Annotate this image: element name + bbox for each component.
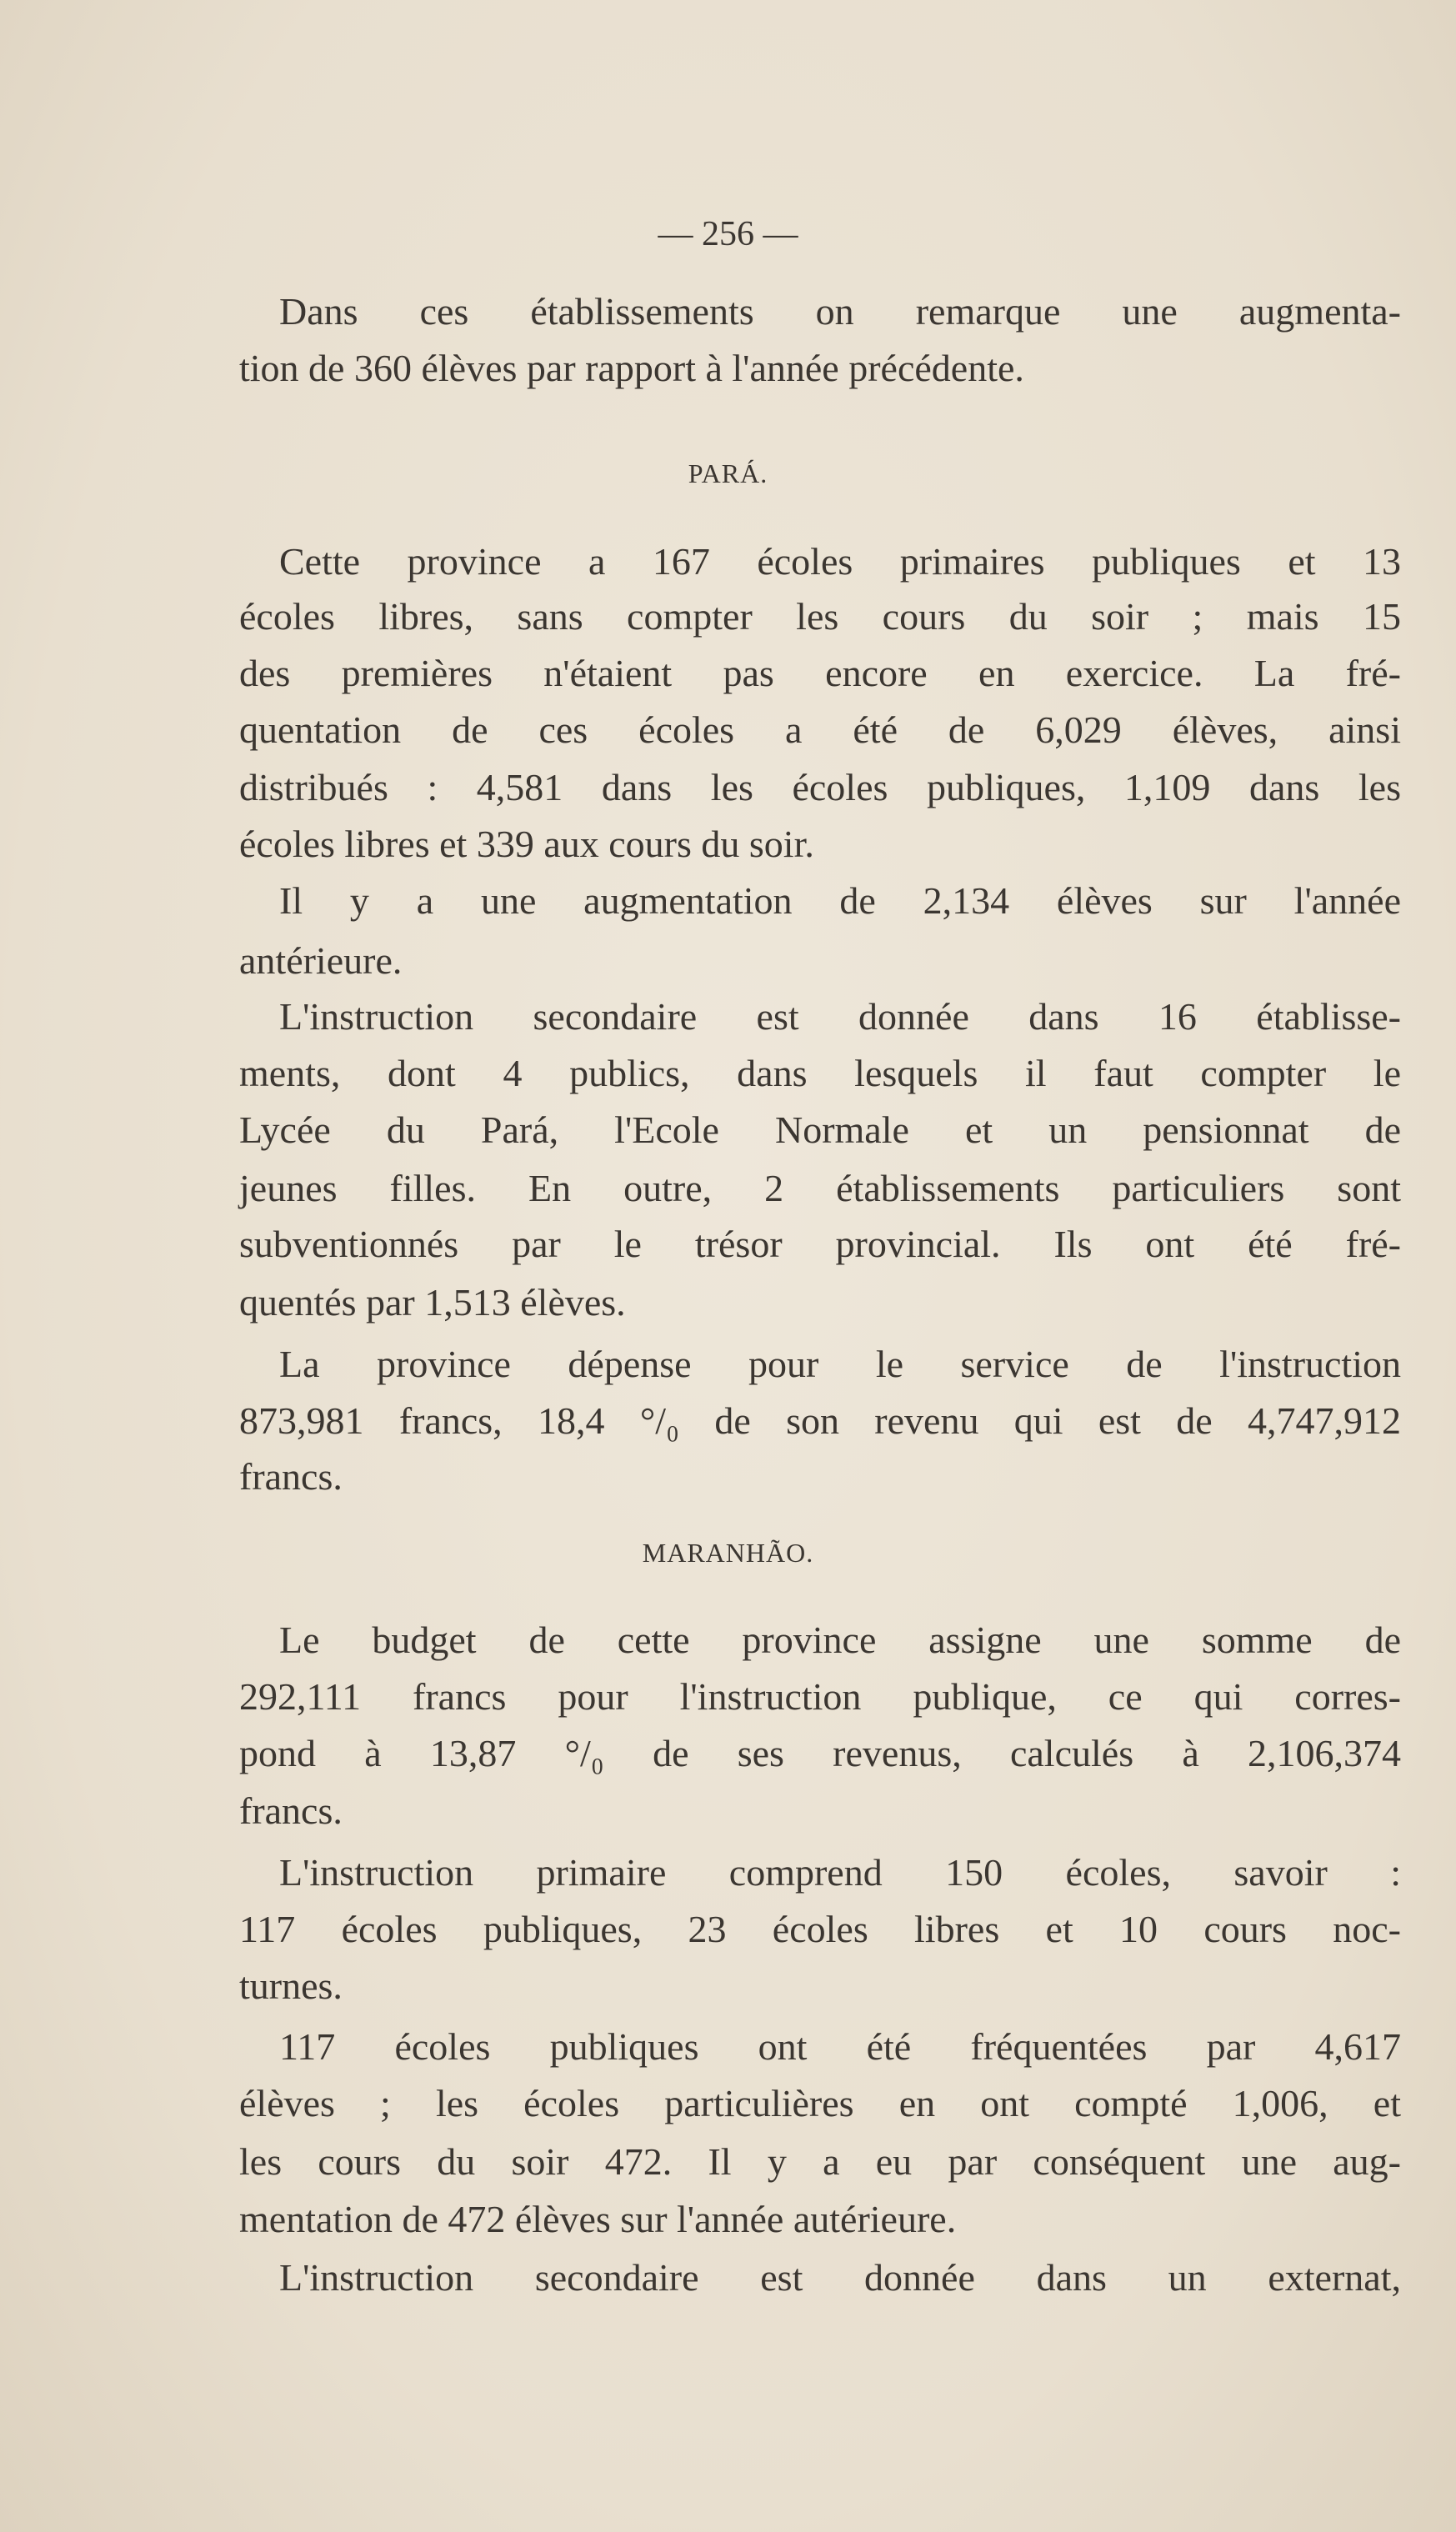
text-line: écoles libres et 339 aux cours du soir. xyxy=(239,823,814,865)
text-line: tion de 360 élèves par rapport à l'année précédente. xyxy=(239,347,1024,389)
text-line: Cette province a 167 écoles primaires publiques et 13 xyxy=(279,540,1401,583)
text-line: subventionnés par le trésor provincial. Ils ont été fré- xyxy=(239,1223,1401,1265)
text-line: 292,111 francs pour l'instruction publique, ce qui corres- xyxy=(239,1675,1401,1718)
text-line: élèves ; les écoles particulières en ont compté 1,006, et xyxy=(239,2082,1401,2124)
text-line: 117 écoles publiques, 23 écoles libres et 10 cours noc- xyxy=(239,1908,1401,1950)
text-line: Il y a une augmentation de 2,134 élèves sur l'année xyxy=(279,879,1401,922)
page-number: — 256 — xyxy=(658,215,798,253)
text-line: La province dépense pour le service de l'instruction xyxy=(279,1343,1401,1385)
text-line: L'instruction secondaire est donnée dans 16 établisse- xyxy=(279,995,1401,1038)
text-line: Lycée du Pará, l'Ecole Normale et un pensionnat de xyxy=(239,1108,1401,1151)
text-line: quentation de ces écoles a été de 6,029 élèves, ainsi xyxy=(239,708,1401,751)
text-line: Le budget de cette province assigne une somme de xyxy=(279,1619,1401,1661)
text-line: jeunes filles. En outre, 2 établissements particuliers sont xyxy=(239,1167,1401,1209)
text-line: L'instruction secondaire est donnée dans un externat, xyxy=(279,2256,1401,2299)
text-line: les cours du soir 472. Il y a eu par conséquent une aug- xyxy=(239,2140,1401,2183)
text-line: mentation de 472 élèves sur l'année autérieure. xyxy=(239,2198,957,2240)
text-line: écoles libres, sans compter les cours du soir ; mais 15 xyxy=(239,595,1401,638)
text-line: 117 écoles publiques ont été fréquentées par 4,617 xyxy=(279,2025,1401,2068)
section-heading-para: PARÁ. xyxy=(688,458,768,488)
text-line: distribués : 4,581 dans les écoles publiques, 1,109 dans les xyxy=(239,766,1401,808)
text-line: francs. xyxy=(239,1789,343,1832)
text-line: francs. xyxy=(239,1455,343,1498)
text-line: quentés par 1,513 élèves. xyxy=(239,1281,626,1324)
text-line: L'instruction primaire comprend 150 écoles, savoir : xyxy=(279,1851,1401,1894)
text-line: ments, dont 4 publics, dans lesquels il faut compter le xyxy=(239,1052,1401,1094)
text-line: des premières n'étaient pas encore en exercice. La fré- xyxy=(239,652,1401,694)
text-line: Dans ces établissements on remarque une augmenta- xyxy=(279,290,1401,333)
text-line: turnes. xyxy=(239,1964,343,2007)
text-line: pond à 13,87 °/₀ de ses revenus, calculés à 2,106,374 xyxy=(239,1732,1401,1774)
section-heading-maranhao: MARANHÃO. xyxy=(642,1538,814,1568)
text-line: 873,981 francs, 18,4 °/₀ de son revenu qui est de 4,747,912 xyxy=(239,1399,1401,1442)
text-line: antérieure. xyxy=(239,939,403,982)
